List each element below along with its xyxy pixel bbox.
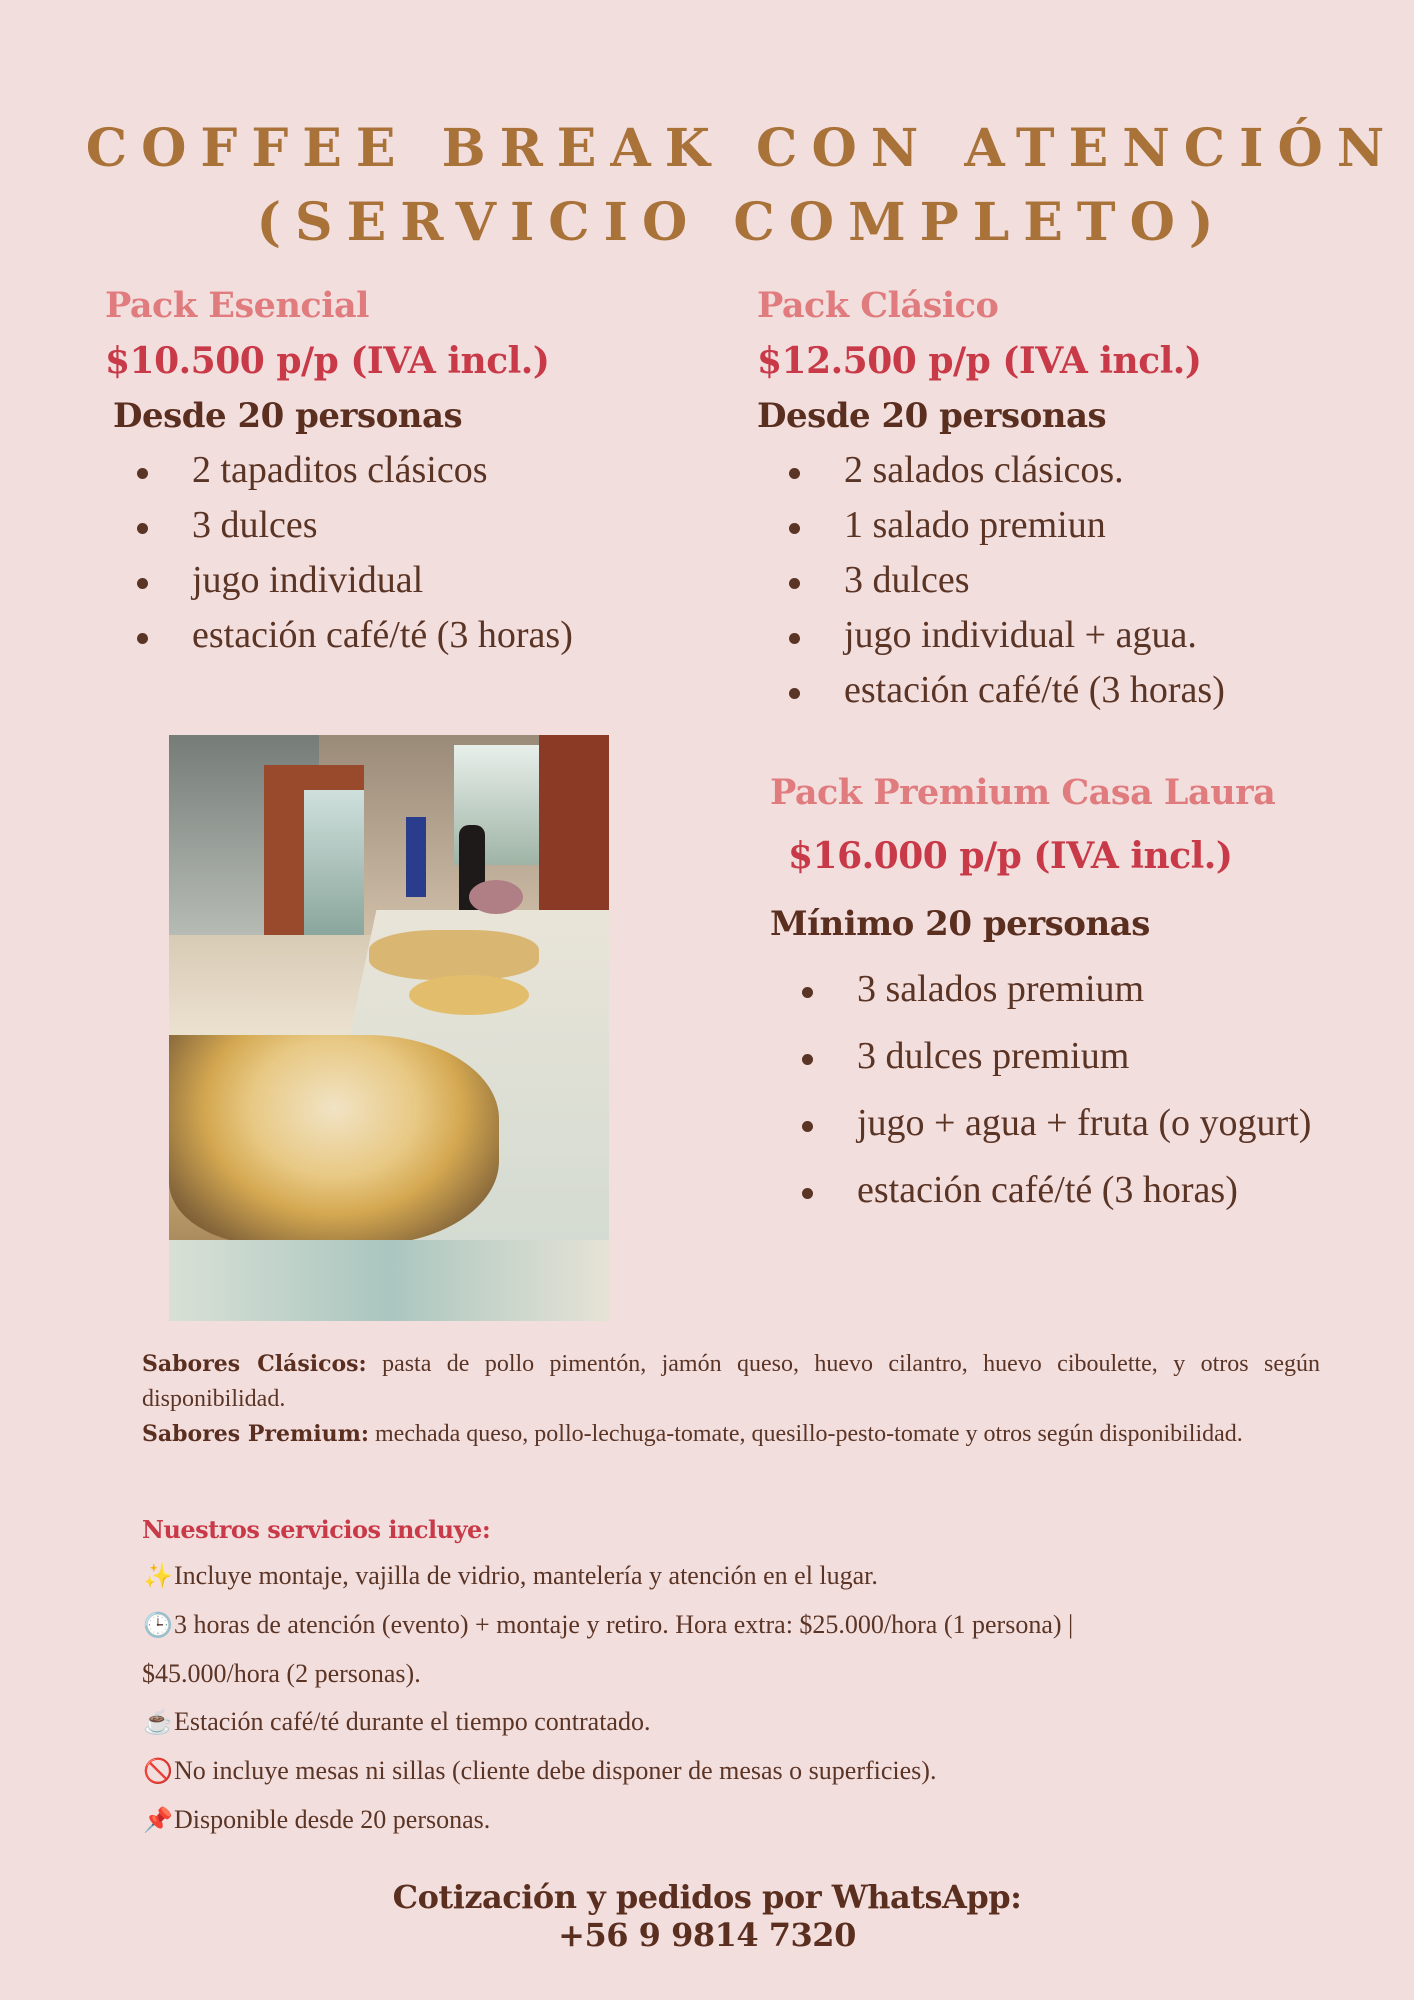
pack-items-list: [105, 443, 573, 663]
pushpin-icon: 📌: [143, 1808, 173, 1834]
page-title: [0, 112, 1414, 260]
contact-section: [0, 1878, 1414, 1954]
list-item: 3 dulces premium: [802, 1023, 1311, 1090]
service-item-continued: [142, 1650, 1322, 1698]
pack-clasico: [757, 279, 1225, 718]
photo-tray: [369, 930, 539, 980]
pack-minimum: Desde 20 personas: [757, 396, 1107, 436]
pack-minimum: Mínimo 20 personas: [770, 904, 1150, 944]
list-item: 1 salado premiun: [789, 498, 1233, 553]
list-item: estación café/té (3 horas): [137, 608, 581, 663]
flavors-section: [142, 1347, 1320, 1452]
pack-esencial: [105, 279, 573, 663]
pack-minimum: Desde 20 personas: [113, 396, 463, 436]
pack-items-list: [770, 956, 1312, 1224]
photo-tablecloth: [169, 1240, 609, 1321]
clock-icon: 🕒: [143, 1613, 173, 1639]
photo-banner: [406, 817, 426, 897]
service-item: [142, 1552, 1322, 1601]
flavors-classic: [142, 1347, 1320, 1417]
list-item: estación café/té (3 horas): [789, 663, 1233, 718]
photo-door: [304, 790, 364, 940]
service-item: [142, 1747, 1322, 1796]
service-item: [142, 1601, 1322, 1650]
pack-price: $10.500 p/p (IVA incl.): [105, 340, 550, 382]
service-text: 3 horas de atención (evento) + montaje y retiro. Hora extra: $25.000/hora (1 persona) |: [174, 1610, 1074, 1639]
contact-label: Cotización y pedidos por WhatsApp:: [392, 1878, 1022, 1916]
service-text: Disponible desde 20 personas.: [174, 1805, 491, 1834]
flavors-classic-text: pasta de pollo pimentón, jamón queso, huevo cilantro, huevo ciboulette, y otros según disponibilidad.: [142, 1351, 1320, 1412]
coffee-cup-icon: ☕: [143, 1710, 173, 1736]
sparkles-icon: ✨: [143, 1564, 173, 1590]
list-item: 3 dulces: [789, 553, 1233, 608]
pack-name: Pack Esencial: [105, 285, 369, 326]
photo-bread-basket: [169, 1035, 499, 1245]
title-line-2: (SERVICIO COMPLETO): [256, 192, 1228, 253]
service-item: [142, 1698, 1322, 1747]
service-text: Estación café/té durante el tiempo contratado.: [174, 1707, 651, 1736]
coffee-break-photo: [169, 735, 609, 1321]
flavors-premium-text: mechada queso, pollo-lechuga-tomate, quesillo-pesto-tomate y otros según disponibilidad.: [369, 1421, 1243, 1447]
list-item: jugo individual: [137, 553, 581, 608]
whatsapp-phone[interactable]: +56 9 9814 7320: [558, 1916, 856, 1954]
services-heading: Nuestros servicios incluye:: [142, 1515, 491, 1544]
service-item: [142, 1796, 1322, 1845]
pack-price: $12.500 p/p (IVA incl.): [757, 340, 1202, 382]
pack-name: Pack Clásico: [757, 285, 999, 326]
photo-flowers: [469, 880, 523, 914]
list-item: 3 salados premium: [802, 956, 1311, 1023]
flavors-classic-label: Sabores Clásicos:: [142, 1351, 367, 1377]
flavors-premium: [142, 1417, 1320, 1452]
photo-tray: [409, 975, 529, 1015]
pack-items-list: [757, 443, 1225, 718]
service-text: No incluye mesas ni sillas (cliente debe disponer de mesas o superficies).: [174, 1756, 937, 1785]
pack-premium: [770, 766, 1312, 1224]
pack-price: $16.000 p/p (IVA incl.): [788, 835, 1233, 877]
list-item: 3 dulces: [137, 498, 581, 553]
flavors-premium-label: Sabores Premium:: [142, 1421, 369, 1447]
list-item: jugo + agua + fruta (o yogurt): [802, 1090, 1311, 1157]
list-item: 2 salados clásicos.: [789, 443, 1233, 498]
list-item: jugo individual + agua.: [789, 608, 1233, 663]
prohibited-icon: 🚫: [143, 1759, 173, 1785]
pack-name: Pack Premium Casa Laura: [770, 772, 1276, 813]
list-item: 2 tapaditos clásicos: [137, 443, 581, 498]
service-text: $45.000/hora (2 personas).: [142, 1659, 421, 1688]
title-line-1: COFFEE BREAK CON ATENCIÓN: [85, 118, 1399, 179]
services-section: [142, 1508, 1322, 1845]
service-text: Incluye montaje, vajilla de vidrio, mantelería y atención en el lugar.: [174, 1561, 878, 1590]
list-item: estación café/té (3 horas): [802, 1157, 1311, 1224]
